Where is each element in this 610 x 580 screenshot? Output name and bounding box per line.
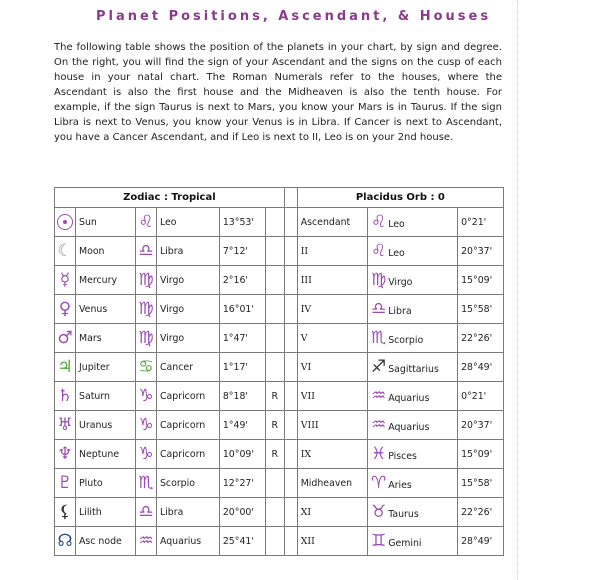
retrograde-flag	[265, 498, 284, 527]
house-sign-cell	[367, 440, 457, 469]
virgo-icon: ♍	[138, 327, 154, 348]
column-spacer	[284, 440, 297, 469]
virgo-icon: ♍	[138, 269, 154, 290]
retrograde-flag: R	[265, 440, 284, 469]
sign-symbol-cell	[135, 324, 156, 353]
planet-degree: 13°53'	[219, 208, 265, 237]
jupiter-icon: ♃	[57, 356, 73, 377]
house-sign-cell	[367, 411, 457, 440]
house-degree: 22°26'	[458, 498, 504, 527]
house-sign-cell	[367, 324, 457, 353]
column-spacer	[284, 382, 297, 411]
planet-degree: 25°41'	[219, 527, 265, 556]
house-label: V	[297, 324, 367, 353]
sign-symbol-cell	[135, 237, 156, 266]
house-sign-cell	[367, 498, 457, 527]
house-sign-cell	[367, 208, 457, 237]
house-sign-name: Aries	[388, 479, 412, 491]
planet-name: Lilith	[76, 498, 136, 527]
placidus-header: Placidus Orb : 0	[297, 188, 503, 208]
house-label: XII	[297, 527, 367, 556]
house-label: III	[297, 266, 367, 295]
house-sign-name: Aquarius	[388, 421, 430, 433]
libra-icon: ♎	[370, 298, 387, 319]
column-spacer	[284, 237, 297, 266]
house-sign-cell	[367, 527, 457, 556]
planet-symbol-cell	[55, 208, 76, 237]
leo-icon: ♌	[138, 211, 154, 232]
sign-symbol-cell	[135, 440, 156, 469]
table-row	[55, 498, 504, 527]
sagittarius-icon: ♐	[370, 356, 387, 377]
sign-symbol-cell	[135, 527, 156, 556]
column-spacer	[284, 411, 297, 440]
planet-name: Sun	[76, 208, 136, 237]
sign-symbol-cell	[135, 208, 156, 237]
aquarius-icon: ♒	[138, 530, 154, 551]
scorpio-icon: ♏	[370, 327, 387, 348]
planet-degree: 8°18'	[219, 382, 265, 411]
table-row	[55, 237, 504, 266]
planet-degree: 1°49'	[219, 411, 265, 440]
house-label: Ascendant	[297, 208, 367, 237]
house-label: IX	[297, 440, 367, 469]
planet-degree: 1°17'	[219, 353, 265, 382]
sign-name: Capricorn	[156, 382, 219, 411]
retrograde-flag	[265, 469, 284, 498]
house-sign-name: Pisces	[388, 450, 417, 462]
retrograde-flag	[265, 266, 284, 295]
house-label: XI	[297, 498, 367, 527]
libra-icon: ♎	[138, 501, 154, 522]
column-spacer	[284, 208, 297, 237]
sun-icon	[57, 214, 73, 230]
sign-symbol-cell	[135, 411, 156, 440]
house-label: VIII	[297, 411, 367, 440]
column-spacer	[284, 295, 297, 324]
house-sign-name: Leo	[388, 247, 405, 259]
planet-symbol-cell	[55, 440, 76, 469]
house-degree: 20°37'	[458, 411, 504, 440]
uranus-icon: ♅	[57, 414, 73, 435]
scorpio-icon: ♏	[138, 472, 154, 493]
retrograde-flag	[265, 324, 284, 353]
aquarius-icon: ♒	[370, 385, 387, 406]
column-spacer	[284, 469, 297, 498]
retrograde-flag: R	[265, 382, 284, 411]
column-spacer	[284, 266, 297, 295]
zodiac-header: Zodiac : Tropical	[55, 188, 285, 208]
pisces-icon: ♓	[370, 443, 387, 464]
sign-symbol-cell	[135, 353, 156, 382]
capricorn-icon: ♑	[138, 414, 154, 435]
column-spacer	[284, 188, 297, 208]
planet-symbol-cell	[55, 295, 76, 324]
sign-name: Virgo	[156, 324, 219, 353]
table-row	[55, 295, 504, 324]
table-row	[55, 353, 504, 382]
planet-degree: 12°27'	[219, 469, 265, 498]
pluto-icon: ♇	[57, 472, 73, 493]
house-sign-name: Taurus	[388, 508, 419, 520]
lilith-icon: ⚸	[58, 501, 72, 522]
planet-symbol-cell	[55, 469, 76, 498]
planet-symbol-cell	[55, 498, 76, 527]
planet-degree: 20°00'	[219, 498, 265, 527]
house-label: VII	[297, 382, 367, 411]
aquarius-icon: ♒	[370, 414, 387, 435]
column-spacer	[284, 353, 297, 382]
sign-name: Virgo	[156, 266, 219, 295]
retrograde-flag	[265, 527, 284, 556]
house-sign-name: Virgo	[388, 276, 413, 288]
sign-name: Capricorn	[156, 411, 219, 440]
house-sign-name: Gemini	[388, 537, 422, 549]
node-icon: ☊	[57, 530, 73, 551]
table-row	[55, 324, 504, 353]
intro-paragraph: The following table shows the position of the planets in your chart, by sign and degree. On the right, you will find the sign of your Ascendant and the signs on the cusp of each house in your natal chart. The Roman Numerals refer to the houses, where the Ascendant is also the first house and the Midheaven is also the tenth house. For example, if the sign Taurus is next to Mars, you know your Mars is in Taurus. If the sign Libra is next to Venus, you know your Venus is in Libra. If Cancer is next to Ascendant, you have a Cancer Ascendant, and if Leo is next to II, Leo is on your 2nd house.	[54, 42, 502, 143]
planet-name: Moon	[76, 237, 136, 266]
planet-name: Neptune	[76, 440, 136, 469]
sign-name: Virgo	[156, 295, 219, 324]
planet-degree: 2°16'	[219, 266, 265, 295]
house-degree: 0°21'	[458, 382, 504, 411]
libra-icon: ♎	[138, 240, 154, 261]
leo-icon: ♌	[370, 240, 387, 261]
venus-icon: ♀	[58, 298, 72, 319]
column-spacer	[284, 498, 297, 527]
planet-degree: 10°09'	[219, 440, 265, 469]
saturn-icon: ♄	[57, 385, 73, 406]
retrograde-flag	[265, 237, 284, 266]
virgo-icon: ♍	[138, 298, 154, 319]
planet-symbol-cell	[55, 411, 76, 440]
mars-icon: ♂	[57, 327, 73, 348]
mercury-icon: ☿	[59, 269, 71, 290]
house-degree: 22°26'	[458, 324, 504, 353]
sign-name: Aquarius	[156, 527, 219, 556]
retrograde-flag	[265, 295, 284, 324]
table-row	[55, 208, 504, 237]
neptune-icon: ♆	[57, 443, 73, 464]
house-degree: 20°37'	[458, 237, 504, 266]
taurus-icon: ♉	[370, 501, 387, 522]
house-degree: 15°58'	[458, 295, 504, 324]
house-label: Midheaven	[297, 469, 367, 498]
table-row	[55, 382, 504, 411]
table-row	[55, 440, 504, 469]
sign-symbol-cell	[135, 266, 156, 295]
table-row	[55, 411, 504, 440]
capricorn-icon: ♑	[138, 443, 154, 464]
retrograde-flag	[265, 353, 284, 382]
house-degree: 15°09'	[458, 440, 504, 469]
planet-name: Mars	[76, 324, 136, 353]
house-sign-name: Leo	[388, 218, 405, 230]
sign-name: Capricorn	[156, 440, 219, 469]
planet-degree: 16°01'	[219, 295, 265, 324]
house-sign-cell	[367, 295, 457, 324]
planet-symbol-cell	[55, 353, 76, 382]
leo-icon: ♌	[370, 211, 387, 232]
sign-symbol-cell	[135, 295, 156, 324]
house-degree: 28°49'	[458, 527, 504, 556]
house-sign-cell	[367, 469, 457, 498]
table-header-row	[55, 188, 504, 208]
table-row	[55, 527, 504, 556]
planet-name: Uranus	[76, 411, 136, 440]
house-degree: 15°09'	[458, 266, 504, 295]
planet-name: Mercury	[76, 266, 136, 295]
planet-symbol-cell	[55, 324, 76, 353]
cancer-icon: ♋	[138, 356, 154, 377]
sign-symbol-cell	[135, 498, 156, 527]
house-sign-cell	[367, 237, 457, 266]
page-title: Planet Positions, Ascendant, & Houses	[96, 9, 492, 24]
planet-symbol-cell	[55, 382, 76, 411]
house-label: VI	[297, 353, 367, 382]
column-spacer	[284, 324, 297, 353]
house-sign-name: Scorpio	[388, 334, 424, 346]
planet-name: Venus	[76, 295, 136, 324]
sign-name: Libra	[156, 237, 219, 266]
house-sign-name: Libra	[388, 305, 412, 317]
gemini-icon: ♊	[370, 530, 387, 551]
sign-name: Cancer	[156, 353, 219, 382]
sign-name: Scorpio	[156, 469, 219, 498]
table-row	[55, 266, 504, 295]
house-degree: 15°58'	[458, 469, 504, 498]
virgo-icon: ♍	[370, 269, 387, 290]
moon-icon: ☾	[57, 240, 73, 261]
planet-symbol-cell	[55, 527, 76, 556]
retrograde-flag: R	[265, 411, 284, 440]
sign-symbol-cell	[135, 382, 156, 411]
positions-table	[54, 187, 504, 556]
house-degree: 28°49'	[458, 353, 504, 382]
house-sign-cell	[367, 353, 457, 382]
retrograde-flag	[265, 208, 284, 237]
sign-symbol-cell	[135, 469, 156, 498]
column-spacer	[284, 527, 297, 556]
house-sign-cell	[367, 382, 457, 411]
planet-name: Saturn	[76, 382, 136, 411]
planet-symbol-cell	[55, 266, 76, 295]
table-row	[55, 469, 504, 498]
house-degree: 0°21'	[458, 208, 504, 237]
house-label: II	[297, 237, 367, 266]
right-divider	[517, 0, 518, 580]
planet-name: Asc node	[76, 527, 136, 556]
planet-degree: 1°47'	[219, 324, 265, 353]
house-label: IV	[297, 295, 367, 324]
aries-icon: ♈	[370, 472, 387, 493]
capricorn-icon: ♑	[138, 385, 154, 406]
planet-name: Jupiter	[76, 353, 136, 382]
house-sign-cell	[367, 266, 457, 295]
planet-degree: 7°12'	[219, 237, 265, 266]
planet-symbol-cell	[55, 237, 76, 266]
house-sign-name: Aquarius	[388, 392, 430, 404]
house-sign-name: Sagittarius	[388, 363, 439, 375]
sign-name: Leo	[156, 208, 219, 237]
planet-name: Pluto	[76, 469, 136, 498]
sign-name: Libra	[156, 498, 219, 527]
